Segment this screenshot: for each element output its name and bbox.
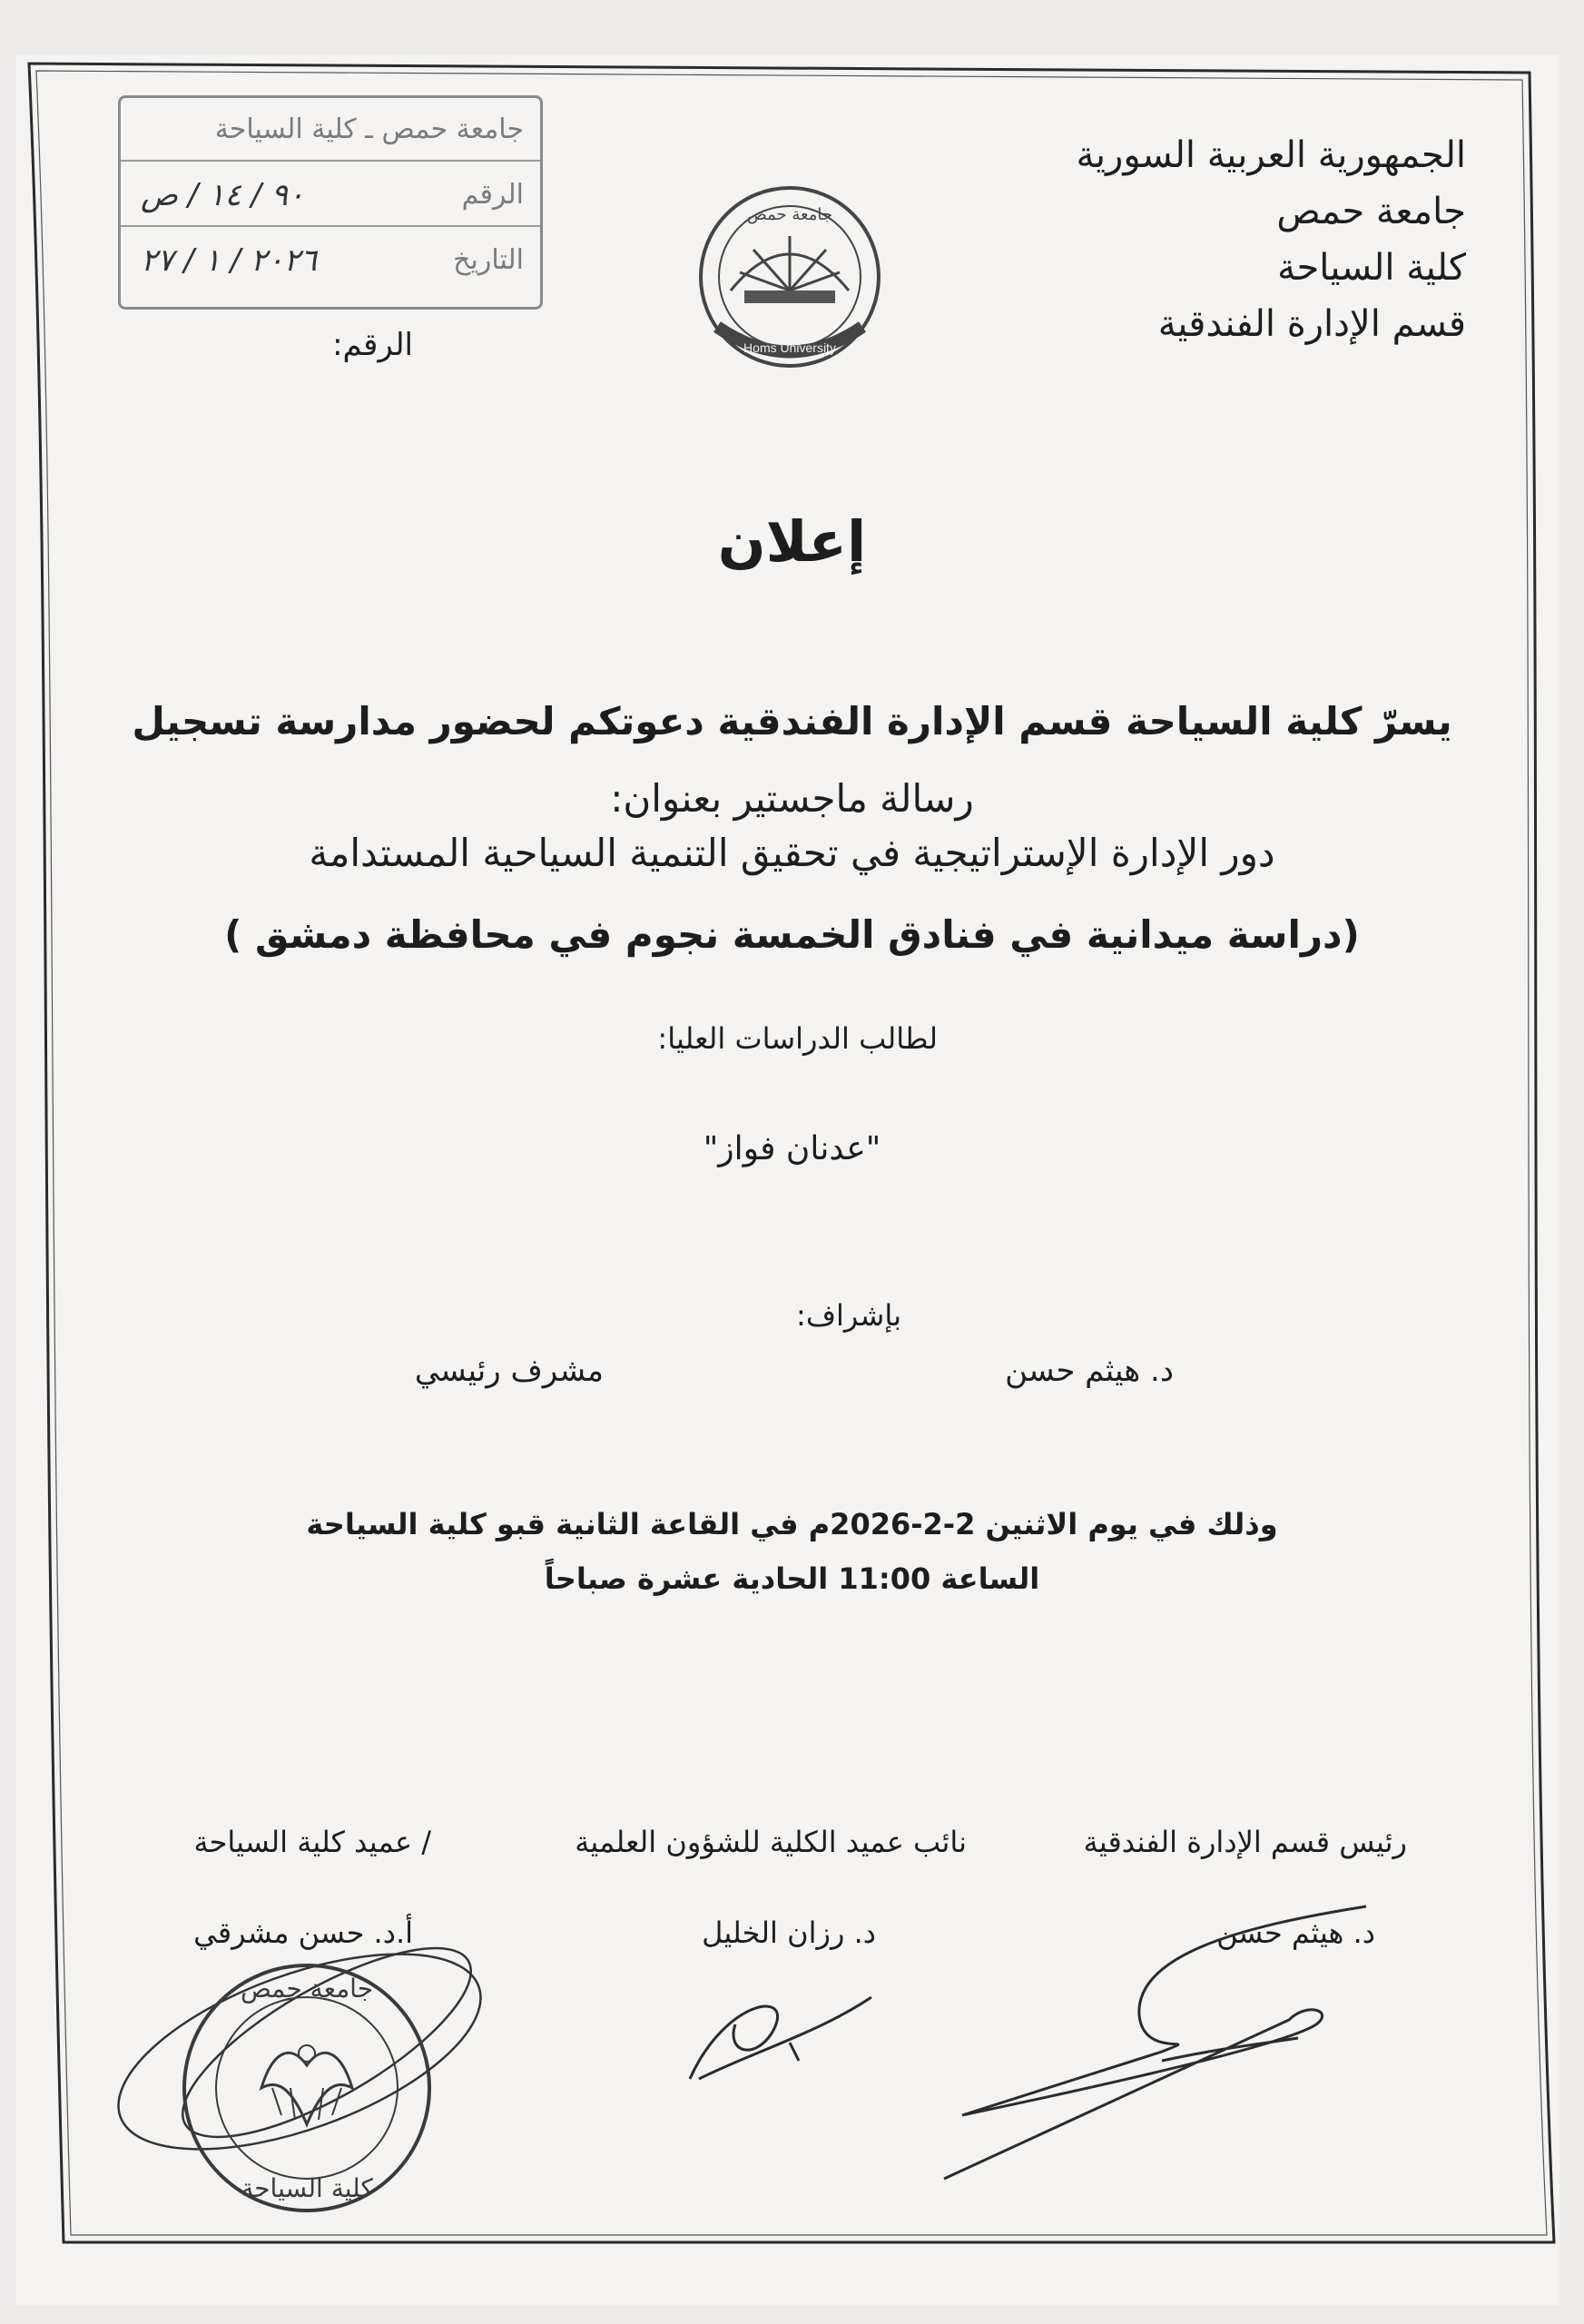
signature-name-vice-dean: د. رزان الخليل [702, 1915, 876, 1950]
seal-bottom-text: كلية السياحة [241, 2173, 373, 2203]
logo-top-text: جامعة حمص [747, 205, 832, 224]
student-name: "عدنان فواز" [703, 1130, 881, 1167]
signature-name-dean: أ.د. حسن مشرقي [193, 1915, 413, 1950]
stamp-date-label: التاريخ [453, 244, 524, 276]
signature-title-department-head: رئيس قسم الإدارة الفندقية [1083, 1825, 1407, 1859]
thesis-subtitle-line: (دراسة ميدانية في فنادق الخمسة نجوم في محافظة دمشق ) [224, 912, 1360, 957]
supervisor-role: مشرف رئيسي [414, 1353, 604, 1389]
signature-title-dean: / عميد كلية السياحة [193, 1825, 431, 1859]
registry-stamp [118, 95, 543, 310]
stamp-number-row [121, 163, 540, 227]
student-label: لطالب الدراسات العليا: [657, 1021, 938, 1056]
faculty-name: كلية السياحة [1277, 247, 1466, 289]
department-name: قسم الإدارة الفندقية [1157, 303, 1466, 345]
stamp-number-label: الرقم [461, 179, 524, 211]
stamp-header: جامعة حمص ـ كلية السياحة [121, 98, 540, 162]
country-name: الجمهورية العربية السورية [1076, 134, 1466, 176]
letterhead [831, 127, 1466, 352]
invitation-line: يسرّ كلية السياحة قسم الإدارة الفندقية دعوتكم لحضور مدارسة تسجيل [132, 699, 1452, 743]
university-name: جامعة حمص [1276, 191, 1466, 232]
stamp-date-value: ٢٠٢٦ / ١ / ٢٧ [141, 242, 317, 279]
thesis-title-line: دور الإدارة الإستراتيجية في تحقيق التنمية السياحية المستدامة [309, 831, 1275, 875]
supervision-label: بإشراف: [796, 1298, 901, 1333]
signature-name-department-head: د. هيثم حسن [1216, 1915, 1375, 1950]
logo-caption: Homs University [743, 340, 836, 355]
schedule-line: وذلك في يوم الاثنين 2-2-2026م في القاعة الثانية قبو كلية السياحة [306, 1507, 1278, 1541]
signature-title-vice-dean: نائب عميد الكلية للشؤون العلمية [575, 1825, 967, 1859]
announcement-title: إعلان [717, 508, 867, 575]
stamp-date-row [121, 229, 540, 292]
supervisor-name: د. هيثم حسن [1005, 1353, 1174, 1389]
university-logo-icon [690, 182, 890, 372]
time-line: الساعة 11:00 الحادية عشرة صباحاً [544, 1561, 1040, 1596]
reference-number-label: الرقم: [332, 327, 413, 363]
stamp-number-value: ٩٠ / ١٤ / ص [141, 177, 305, 213]
seal-top-text: جامعة حمص [240, 1974, 374, 2004]
thesis-type-line: رسالة ماجستير بعنوان: [610, 776, 974, 821]
